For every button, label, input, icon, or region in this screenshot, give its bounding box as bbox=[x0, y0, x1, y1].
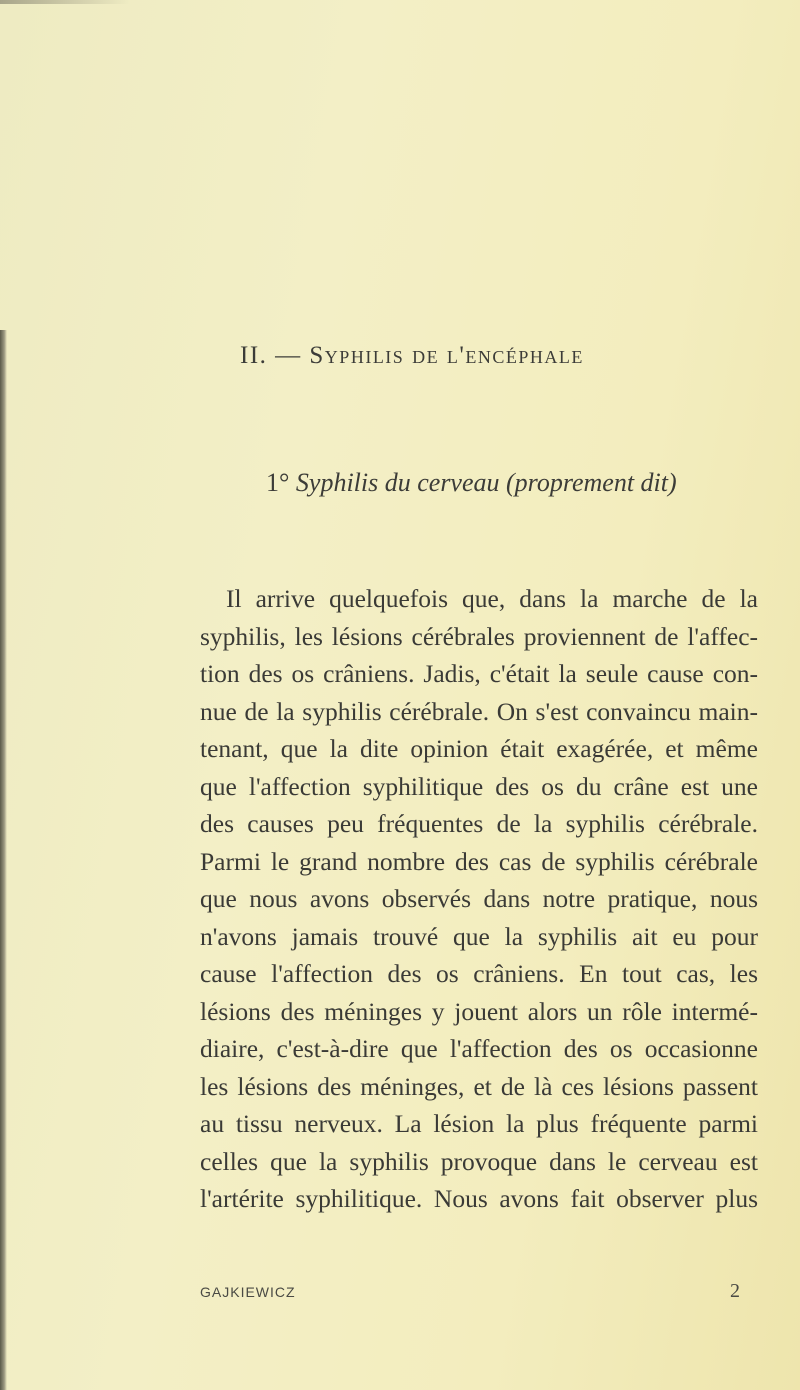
printer-signature: GAJKIEWICZ bbox=[200, 1284, 296, 1300]
subheading bbox=[266, 468, 677, 498]
body-line: cause l'affection des os crâniens. En tout cas, les bbox=[200, 959, 758, 988]
heading-dash: — bbox=[275, 342, 302, 369]
subheading-number: 1° bbox=[266, 468, 290, 497]
body-line: tion des os crâniens. Jadis, c'était la seule cause con- bbox=[200, 659, 758, 688]
body-line: que l'affection syphilitique des os du crâne est une bbox=[200, 771, 758, 801]
body-line: Il arrive quelquefois que, dans la marche de la bbox=[226, 584, 758, 613]
body-line: des causes peu fréquentes de la syphilis cérébrale. bbox=[200, 809, 758, 838]
heading-title-word1: Syphilis bbox=[309, 342, 405, 369]
sheet-number: 2 bbox=[730, 1280, 740, 1302]
body-line: diaire, c'est-à-dire que l'affection des os occasionne bbox=[200, 1034, 758, 1063]
body-line: celles que la syphilis provoque dans le cerveau est bbox=[200, 1146, 758, 1176]
body-line: syphilis, les lésions cérébrales proviennent de l'affec- bbox=[200, 621, 758, 651]
body-line: l'artérite syphilitique. Nous avons fait observer plus bbox=[200, 1184, 758, 1213]
body-paragraph bbox=[200, 580, 758, 1218]
body-line: les lésions des méninges, et de là ces lésions passent bbox=[200, 1071, 758, 1101]
page-binding-edge bbox=[0, 330, 7, 1390]
body-line: n'avons jamais trouvé que la syphilis ait eu pour bbox=[200, 921, 758, 951]
body-line: tenant, que la dite opinion était exagérée, et même bbox=[200, 734, 758, 763]
section-heading bbox=[240, 342, 584, 370]
body-line: au tissu nerveux. La lésion la plus fréquente parmi bbox=[200, 1109, 758, 1138]
body-line: que nous avons observés dans notre pratique, nous bbox=[200, 884, 758, 913]
subheading-italic: Syphilis du cerveau bbox=[295, 468, 500, 497]
body-line: nue de la syphilis cérébrale. On s'est convaincu main- bbox=[200, 696, 758, 726]
heading-title-word3: l'encéphale bbox=[446, 342, 584, 369]
page-edge-top bbox=[0, 0, 130, 4]
page-footer bbox=[200, 1280, 740, 1308]
body-line: Parmi le grand nombre des cas de syphilis cérébrale bbox=[200, 846, 758, 876]
body-line: lésions des méninges y jouent alors un rôle intermé- bbox=[200, 996, 758, 1026]
subheading-parenthetical: (proprement dit) bbox=[506, 468, 677, 497]
heading-numeral: II. bbox=[240, 342, 268, 369]
heading-title-word2: de bbox=[412, 342, 440, 369]
